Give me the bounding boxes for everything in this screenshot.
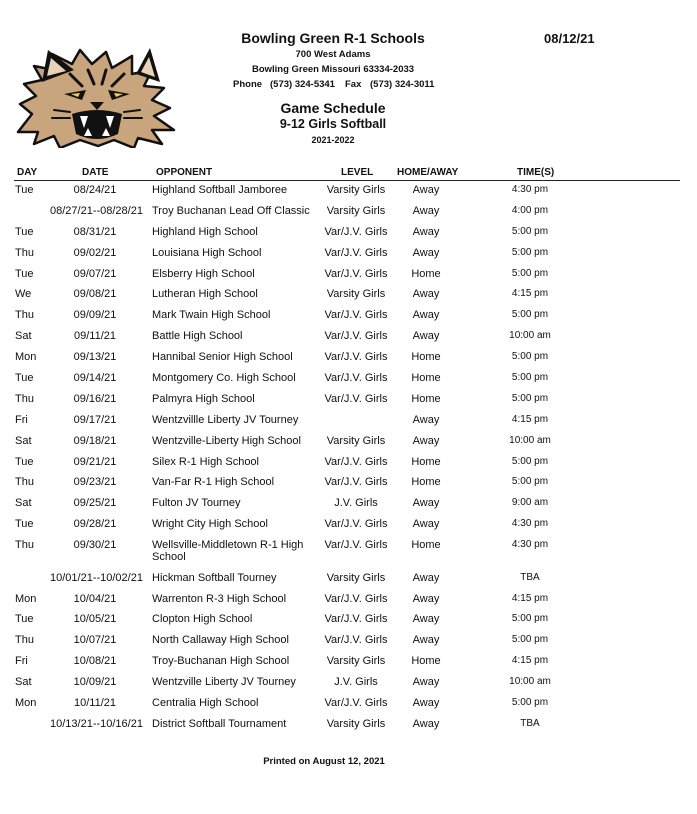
home-away-cell: Away xyxy=(412,697,440,709)
opponent-cell: Fulton JV Tourney xyxy=(152,497,241,509)
table-row xyxy=(0,655,697,675)
level-cell: Var/J.V. Girls xyxy=(324,330,388,342)
day-cell: Sat xyxy=(15,676,32,688)
home-away-cell: Away xyxy=(412,518,440,530)
opponent-cell: Highland High School xyxy=(152,226,258,238)
home-away-cell: Away xyxy=(412,634,440,646)
time-cell: 4:30 pm xyxy=(511,518,549,529)
level-cell: Var/J.V. Girls xyxy=(324,247,388,259)
date-cell: 10/01/21--10/02/21 xyxy=(50,572,143,584)
level-cell: Var/J.V. Girls xyxy=(324,372,388,384)
time-cell: 4:15 pm xyxy=(511,593,549,604)
table-row xyxy=(0,676,697,696)
home-away-cell: Home xyxy=(411,268,441,280)
level-cell: Var/J.V. Girls xyxy=(324,476,388,488)
col-header-day: DAY xyxy=(17,167,38,178)
day-cell: Fri xyxy=(15,414,28,426)
opponent-cell: Wright City High School xyxy=(152,518,268,530)
wildcat-mascot-icon xyxy=(14,44,180,148)
time-cell: 5:00 pm xyxy=(511,247,549,258)
table-row xyxy=(0,456,697,476)
time-cell: 5:00 pm xyxy=(511,226,549,237)
col-header-opponent: OPPONENT xyxy=(156,167,213,178)
opponent-cell: District Softball Tournament xyxy=(152,718,287,730)
day-cell: Thu xyxy=(15,476,34,488)
table-row xyxy=(0,247,697,267)
level-cell: Varsity Girls xyxy=(326,572,386,584)
time-cell: 5:00 pm xyxy=(511,476,549,487)
opponent-cell: Palmyra High School xyxy=(152,393,255,405)
opponent-cell: Elsberry High School xyxy=(152,268,255,280)
time-cell: 5:00 pm xyxy=(511,351,549,362)
level-cell: Var/J.V. Girls xyxy=(324,456,388,468)
printed-date: Printed on August 12, 2021 xyxy=(263,756,385,767)
home-away-cell: Away xyxy=(412,330,440,342)
level-cell: Var/J.V. Girls xyxy=(324,393,388,405)
level-cell: J.V. Girls xyxy=(334,497,378,509)
table-row xyxy=(0,497,697,517)
home-away-cell: Away xyxy=(412,414,440,426)
level-cell: J.V. Girls xyxy=(334,676,378,688)
opponent-cell: Louisiana High School xyxy=(152,247,262,259)
col-header-date: DATE xyxy=(82,167,109,178)
day-cell: Tue xyxy=(15,268,34,280)
date-cell: 09/09/21 xyxy=(73,309,117,321)
opponent-cell: Warrenton R-3 High School xyxy=(152,593,287,605)
date-cell: 10/11/21 xyxy=(73,697,116,709)
home-away-cell: Home xyxy=(411,393,441,405)
day-cell: Mon xyxy=(15,697,37,709)
table-row xyxy=(0,414,697,434)
day-cell: Tue xyxy=(15,456,34,468)
time-cell: TBA xyxy=(520,572,540,583)
phone-label: Phone xyxy=(233,79,263,90)
day-cell: Sat xyxy=(15,497,32,509)
level-cell: Varsity Girls xyxy=(326,655,386,667)
day-cell: Sat xyxy=(15,330,32,342)
day-cell: Fri xyxy=(15,655,28,667)
fax-label: Fax xyxy=(345,79,362,90)
time-cell: 5:00 pm xyxy=(511,456,549,467)
table-row xyxy=(0,697,697,717)
time-cell: 4:30 pm xyxy=(511,539,549,550)
table-row xyxy=(0,351,697,371)
time-cell: 5:00 pm xyxy=(511,697,549,708)
level-cell: Var/J.V. Girls xyxy=(324,226,388,238)
opponent-cell: Battle High School xyxy=(152,330,243,342)
opponent-cell: Centralia High School xyxy=(152,697,259,709)
opponent-cell: Silex R-1 High School xyxy=(152,456,259,468)
header-divider xyxy=(14,180,680,181)
date-cell: 09/30/21 xyxy=(73,539,117,551)
table-row xyxy=(0,205,697,225)
opponent-cell: Wentzvillle Liberty JV Tourney xyxy=(152,414,299,426)
col-header-time: TIME(S) xyxy=(517,167,555,178)
table-row xyxy=(0,476,697,496)
date-cell: 09/07/21 xyxy=(73,268,117,280)
home-away-cell: Away xyxy=(412,288,440,300)
time-cell: TBA xyxy=(520,718,540,729)
date-cell: 09/17/21 xyxy=(73,414,117,426)
fax-number: (573) 324-3011 xyxy=(370,79,435,90)
home-away-cell: Away xyxy=(412,572,440,584)
time-cell: 9:00 am xyxy=(511,497,549,508)
col-header-home-away: HOME/AWAY xyxy=(397,167,459,178)
date-cell: 09/21/21 xyxy=(73,456,117,468)
page-title: Game Schedule xyxy=(280,100,386,116)
date-cell: 09/28/21 xyxy=(73,518,117,530)
table-row xyxy=(0,372,697,392)
time-cell: 10:00 am xyxy=(509,330,551,341)
date-cell: 09/14/21 xyxy=(73,372,117,384)
date-cell: 09/18/21 xyxy=(73,435,117,447)
home-away-cell: Away xyxy=(412,593,440,605)
home-away-cell: Away xyxy=(412,226,440,238)
level-cell: Var/J.V. Girls xyxy=(324,351,388,363)
home-away-cell: Away xyxy=(412,205,440,217)
opponent-cell: Hannibal Senior High School xyxy=(152,351,293,363)
level-cell: Var/J.V. Girls xyxy=(324,593,388,605)
home-away-cell: Home xyxy=(411,655,441,667)
home-away-cell: Away xyxy=(412,309,440,321)
col-header-level: LEVEL xyxy=(341,167,374,178)
day-cell: Tue xyxy=(15,372,34,384)
home-away-cell: Away xyxy=(412,435,440,447)
day-cell: Sat xyxy=(15,435,32,447)
table-row xyxy=(0,718,697,738)
table-row xyxy=(0,435,697,455)
opponent-cell: Highland Softball Jamboree xyxy=(152,184,288,196)
table-row xyxy=(0,184,697,204)
day-cell: Mon xyxy=(15,593,37,605)
level-cell: Var/J.V. Girls xyxy=(324,634,388,646)
home-away-cell: Away xyxy=(412,676,440,688)
date-cell: 09/23/21 xyxy=(73,476,117,488)
level-cell: Var/J.V. Girls xyxy=(324,539,388,551)
time-cell: 5:00 pm xyxy=(511,309,549,320)
opponent-cell: North Callaway High School xyxy=(152,634,289,646)
time-cell: 5:00 pm xyxy=(511,613,549,624)
day-cell: Thu xyxy=(15,309,34,321)
home-away-cell: Home xyxy=(411,456,441,468)
date-cell: 08/31/21 xyxy=(73,226,117,238)
day-cell: Thu xyxy=(15,539,34,551)
date-cell: 09/25/21 xyxy=(73,497,117,509)
opponent-cell: Van-Far R-1 High School xyxy=(152,476,275,488)
level-cell: Var/J.V. Girls xyxy=(324,697,388,709)
day-cell: Thu xyxy=(15,247,34,259)
table-row xyxy=(0,518,697,538)
day-cell: Tue xyxy=(15,184,34,196)
home-away-cell: Home xyxy=(411,351,441,363)
level-cell: Var/J.V. Girls xyxy=(324,613,388,625)
day-cell: Thu xyxy=(15,393,34,405)
table-row xyxy=(0,226,697,246)
opponent-cell: Mark Twain High School xyxy=(152,309,271,321)
table-row xyxy=(0,634,697,654)
opponent-cell: Lutheran High School xyxy=(152,288,258,300)
table-row xyxy=(0,572,697,592)
date-cell: 10/04/21 xyxy=(73,593,117,605)
time-cell: 4:30 pm xyxy=(511,184,549,195)
document-date: 08/12/21 xyxy=(544,31,595,46)
date-cell: 10/05/21 xyxy=(73,613,117,625)
date-cell: 08/27/21--08/28/21 xyxy=(50,205,143,217)
day-cell: Mon xyxy=(15,351,37,363)
home-away-cell: Away xyxy=(412,497,440,509)
level-cell: Varsity Girls xyxy=(326,184,386,196)
time-cell: 5:00 pm xyxy=(511,372,549,383)
home-away-cell: Home xyxy=(411,539,441,551)
opponent-cell: Hickman Softball Tourney xyxy=(152,572,277,584)
level-cell: Varsity Girls xyxy=(326,288,386,300)
date-cell: 10/09/21 xyxy=(73,676,117,688)
time-cell: 5:00 pm xyxy=(511,268,549,279)
time-cell: 4:00 pm xyxy=(511,205,549,216)
date-cell: 09/16/21 xyxy=(73,393,117,405)
table-row xyxy=(0,539,697,563)
table-row xyxy=(0,613,697,633)
level-cell: Varsity Girls xyxy=(326,718,386,730)
time-cell: 4:15 pm xyxy=(511,655,549,666)
opponent-cell: Troy Buchanan Lead Off Classic xyxy=(152,205,310,217)
level-cell: Var/J.V. Girls xyxy=(324,268,388,280)
time-cell: 10:00 am xyxy=(509,435,551,446)
time-cell: 5:00 pm xyxy=(511,393,549,404)
date-cell: 09/13/21 xyxy=(73,351,117,363)
opponent-cell: Troy-Buchanan High School xyxy=(152,655,290,667)
day-cell: Tue xyxy=(15,613,34,625)
date-cell: 10/07/21 xyxy=(73,634,117,646)
table-row xyxy=(0,268,697,288)
opponent-cell: Clopton High School xyxy=(152,613,253,625)
time-cell: 10:00 am xyxy=(509,676,551,687)
day-cell: Thu xyxy=(15,634,34,646)
day-cell: Tue xyxy=(15,518,34,530)
time-cell: 4:15 pm xyxy=(511,288,549,299)
time-cell: 5:00 pm xyxy=(511,634,549,645)
table-row xyxy=(0,288,697,308)
day-cell: Tue xyxy=(15,226,34,238)
level-cell: Var/J.V. Girls xyxy=(324,518,388,530)
opponent-cell: Montgomery Co. High School xyxy=(152,372,296,384)
date-cell: 09/02/21 xyxy=(73,247,117,259)
level-cell: Varsity Girls xyxy=(326,205,386,217)
day-cell: We xyxy=(15,288,32,300)
home-away-cell: Away xyxy=(412,247,440,259)
home-away-cell: Home xyxy=(411,372,441,384)
time-cell: 4:15 pm xyxy=(511,414,549,425)
home-away-cell: Away xyxy=(412,184,440,196)
home-away-cell: Away xyxy=(412,718,440,730)
date-cell: 09/08/21 xyxy=(73,288,117,300)
phone-number: (573) 324-5341 xyxy=(270,79,335,90)
home-away-cell: Away xyxy=(412,613,440,625)
date-cell: 10/13/21--10/16/21 xyxy=(50,718,143,730)
date-cell: 09/11/21 xyxy=(73,330,116,342)
table-row xyxy=(0,593,697,613)
school-name: Bowling Green R-1 Schools xyxy=(241,30,425,46)
page-subtitle: 9-12 Girls Softball xyxy=(279,117,387,131)
level-cell: Varsity Girls xyxy=(326,435,386,447)
table-row xyxy=(0,330,697,350)
home-away-cell: Home xyxy=(411,476,441,488)
date-cell: 08/24/21 xyxy=(73,184,117,196)
school-address: 700 West Adams xyxy=(295,49,371,60)
school-city: Bowling Green Missouri 63334-2033 xyxy=(251,64,415,75)
opponent-cell: Wentzville Liberty JV Tourney xyxy=(152,676,296,688)
date-cell: 10/08/21 xyxy=(73,655,117,667)
table-row xyxy=(0,393,697,413)
opponent-cell: Wentzville-Liberty High School xyxy=(152,435,301,447)
table-row xyxy=(0,309,697,329)
opponent-cell: Wellsville-Middletown R-1 High School xyxy=(152,539,304,563)
school-year: 2021-2022 xyxy=(311,135,355,145)
level-cell: Var/J.V. Girls xyxy=(324,309,388,321)
